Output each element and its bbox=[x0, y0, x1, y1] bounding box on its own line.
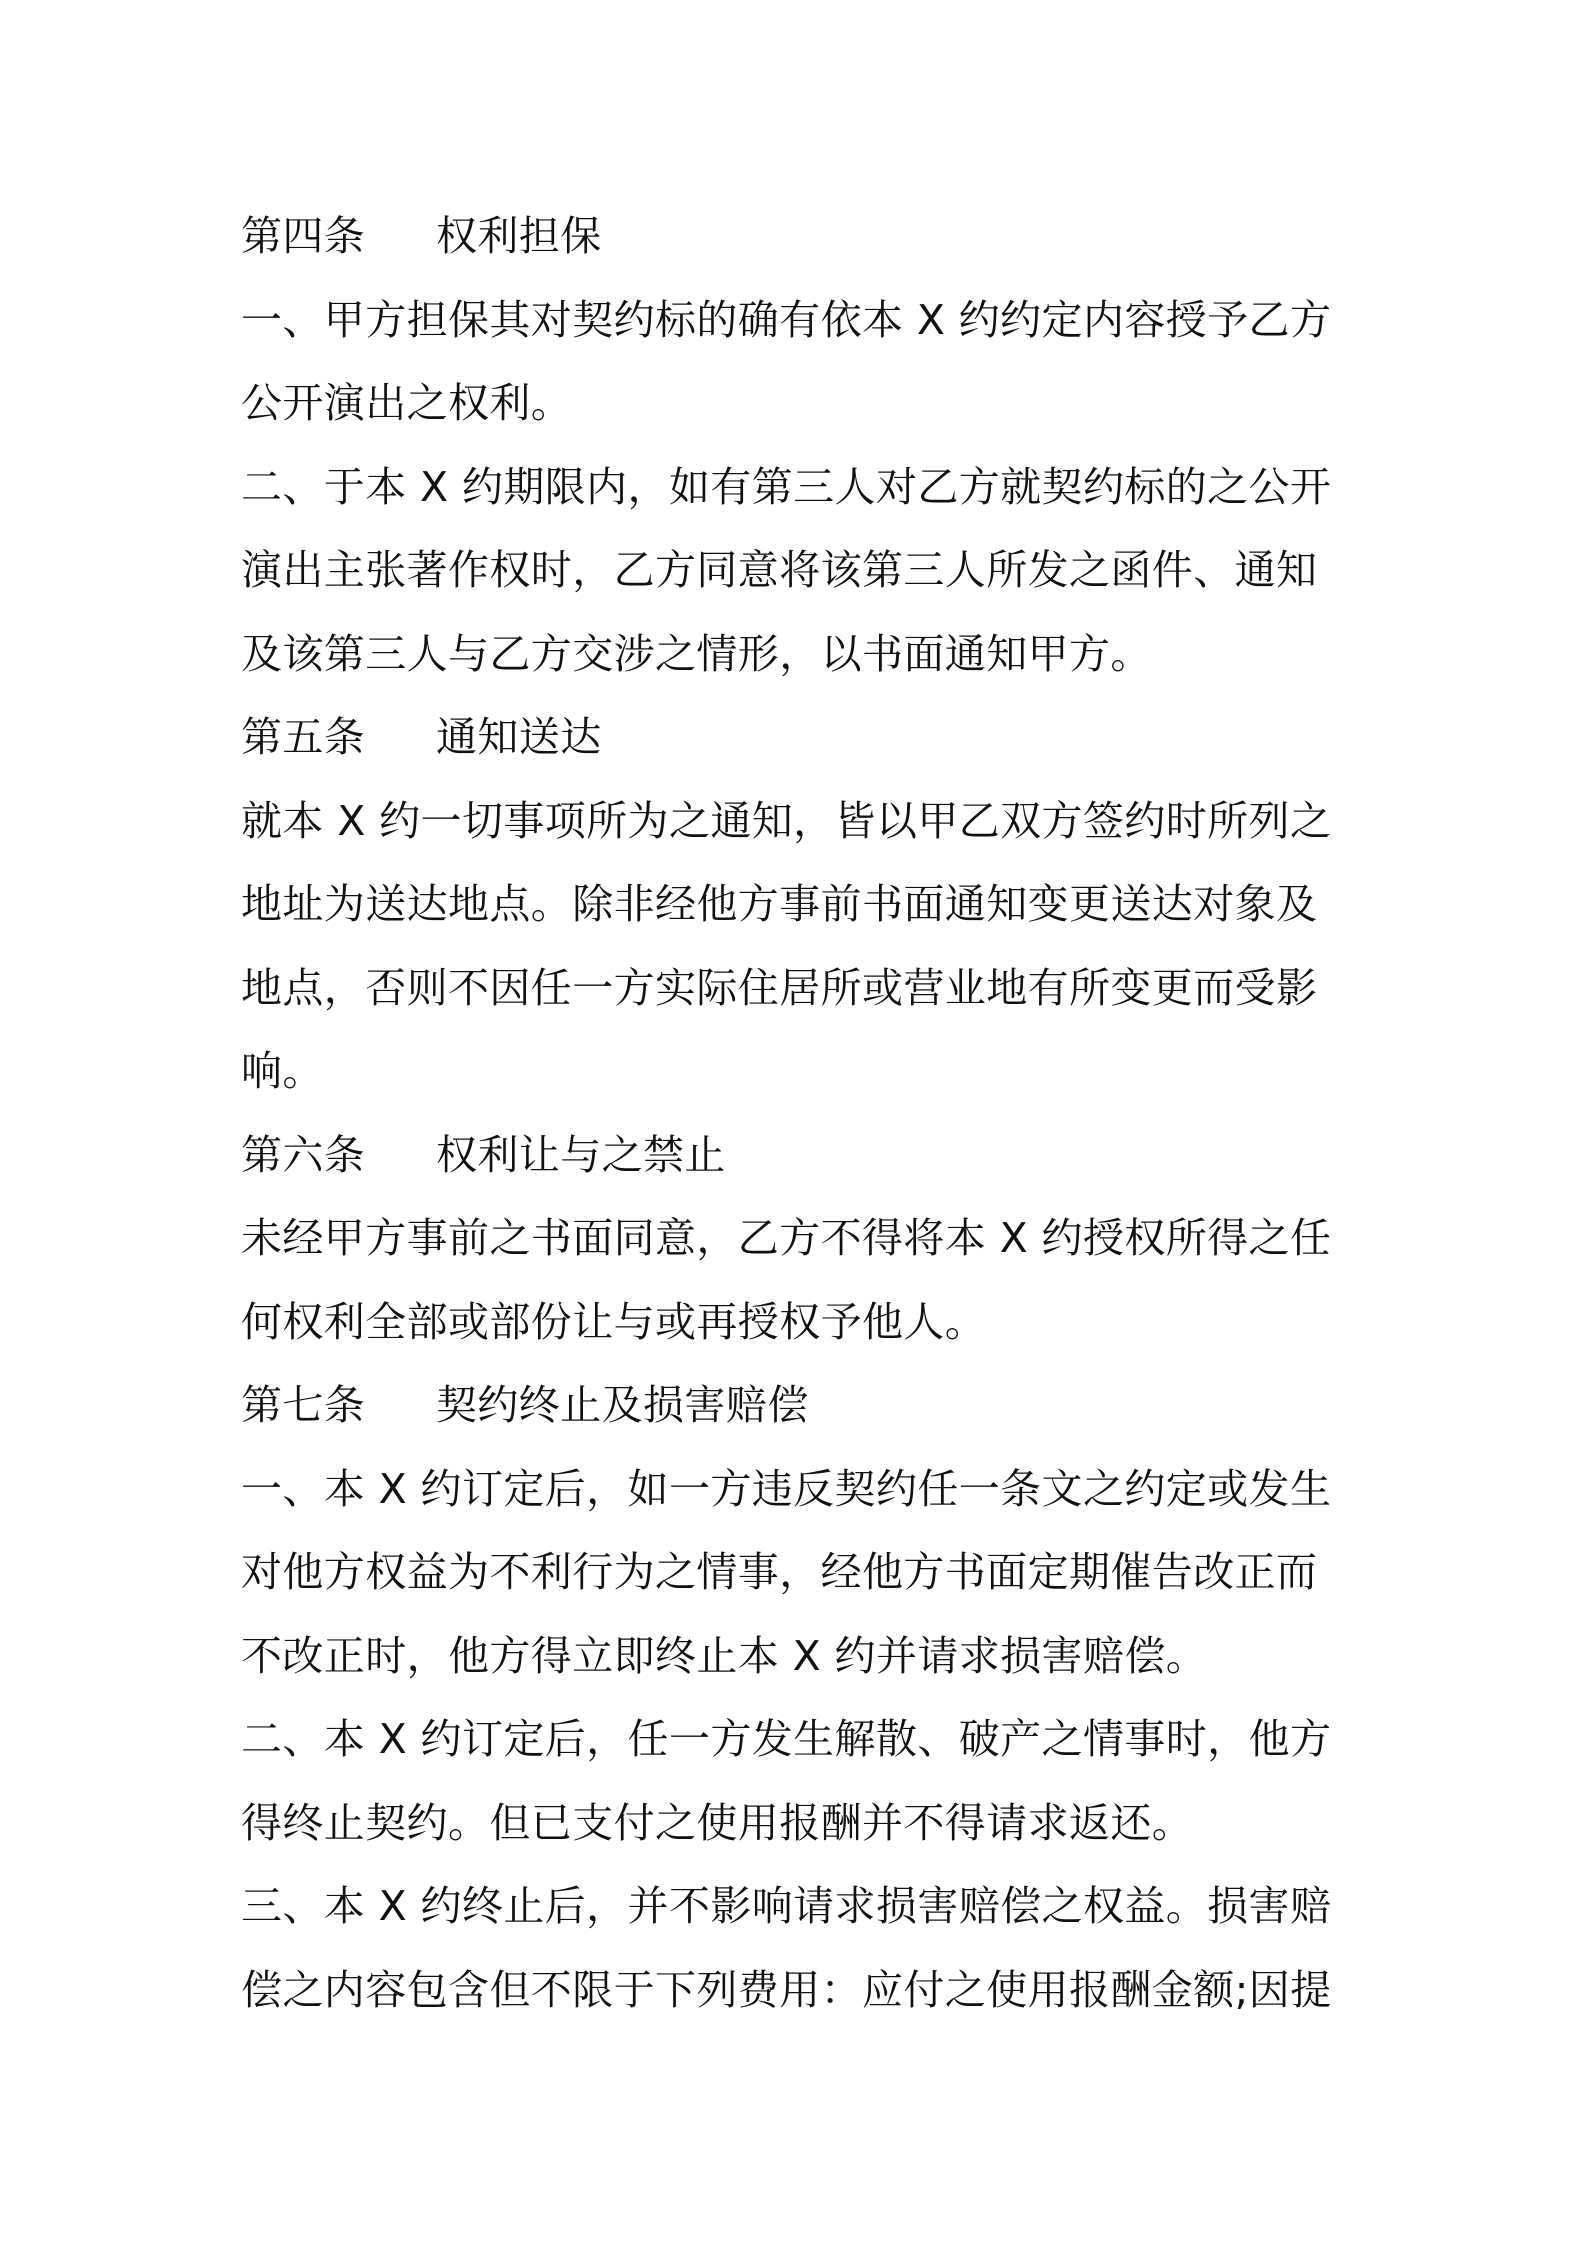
section-number: 第四条 bbox=[241, 212, 366, 260]
text-line: 就本 X 约一切事项所为之通知，皆以甲乙双方签约时所列之 bbox=[241, 796, 1332, 845]
section-heading bbox=[241, 195, 1356, 279]
text-line: 公开演出之权利。 bbox=[241, 379, 573, 427]
text-line: 地点，否则不因任一方实际住居所或营业地有所变更而受影 bbox=[241, 963, 1318, 1012]
text-line: 演出主张著作权时，乙方同意将该第三人所发之函件、通知 bbox=[241, 546, 1318, 594]
text-line: 响。 bbox=[241, 1047, 324, 1095]
text-line: 得终止契约。但已支付之使用报酬并不得请求返还。 bbox=[241, 1798, 1194, 1847]
text-line: 未经甲方事前之书面同意，乙方不得将本 X 约授权所得之任 bbox=[241, 1214, 1332, 1262]
section-number: 第七条 bbox=[241, 1381, 366, 1429]
text-line: 二、本 X 约订定后，任一方发生解散、破产之情事时，他方 bbox=[241, 1715, 1332, 1763]
text-line: 三、本 X 约终止后，并不影响请求损害赔偿之权益。损害赔 bbox=[241, 1882, 1332, 1930]
section-heading bbox=[241, 1114, 1356, 1198]
text-line: 及该第三人与乙方交涉之情形，以书面通知甲方。 bbox=[241, 629, 1152, 678]
text-line: 一、本 X 约订定后，如一方违反契约任一条文之约定或发生 bbox=[241, 1464, 1332, 1513]
text-line: 二、于本 X 约期限内，如有第三人对乙方就契约标的之公开 bbox=[241, 462, 1332, 511]
text-line: 一、甲方担保其对契约标的确有依本 X 约约定内容授予乙方 bbox=[241, 295, 1332, 344]
text-line: 不改正时，他方得立即终止本 X 约并请求损害赔偿。 bbox=[241, 1631, 1208, 1680]
section-number: 第六条 bbox=[241, 1130, 366, 1179]
text-line: 偿之内容包含但不限于下列费用：应付之使用报酬金额;因提 bbox=[241, 1965, 1332, 2014]
section-title: 权利让与之禁止 bbox=[436, 1130, 726, 1179]
section-title: 通知送达 bbox=[436, 713, 602, 761]
section-title: 权利担保 bbox=[436, 212, 602, 260]
section-heading bbox=[241, 1364, 1356, 1448]
text-line: 何权利全部或部份让与或再授权予他人。 bbox=[241, 1297, 987, 1346]
contract-document bbox=[241, 195, 1356, 2032]
section-heading bbox=[241, 696, 1356, 780]
section-title: 契约终止及损害赔偿 bbox=[436, 1381, 809, 1429]
section-number: 第五条 bbox=[241, 713, 366, 761]
text-line: 对他方权益为不利行为之情事，经他方书面定期催告改正而 bbox=[241, 1548, 1318, 1596]
text-line: 地址为送达地点。除非经他方事前书面通知变更送达对象及 bbox=[241, 880, 1318, 928]
